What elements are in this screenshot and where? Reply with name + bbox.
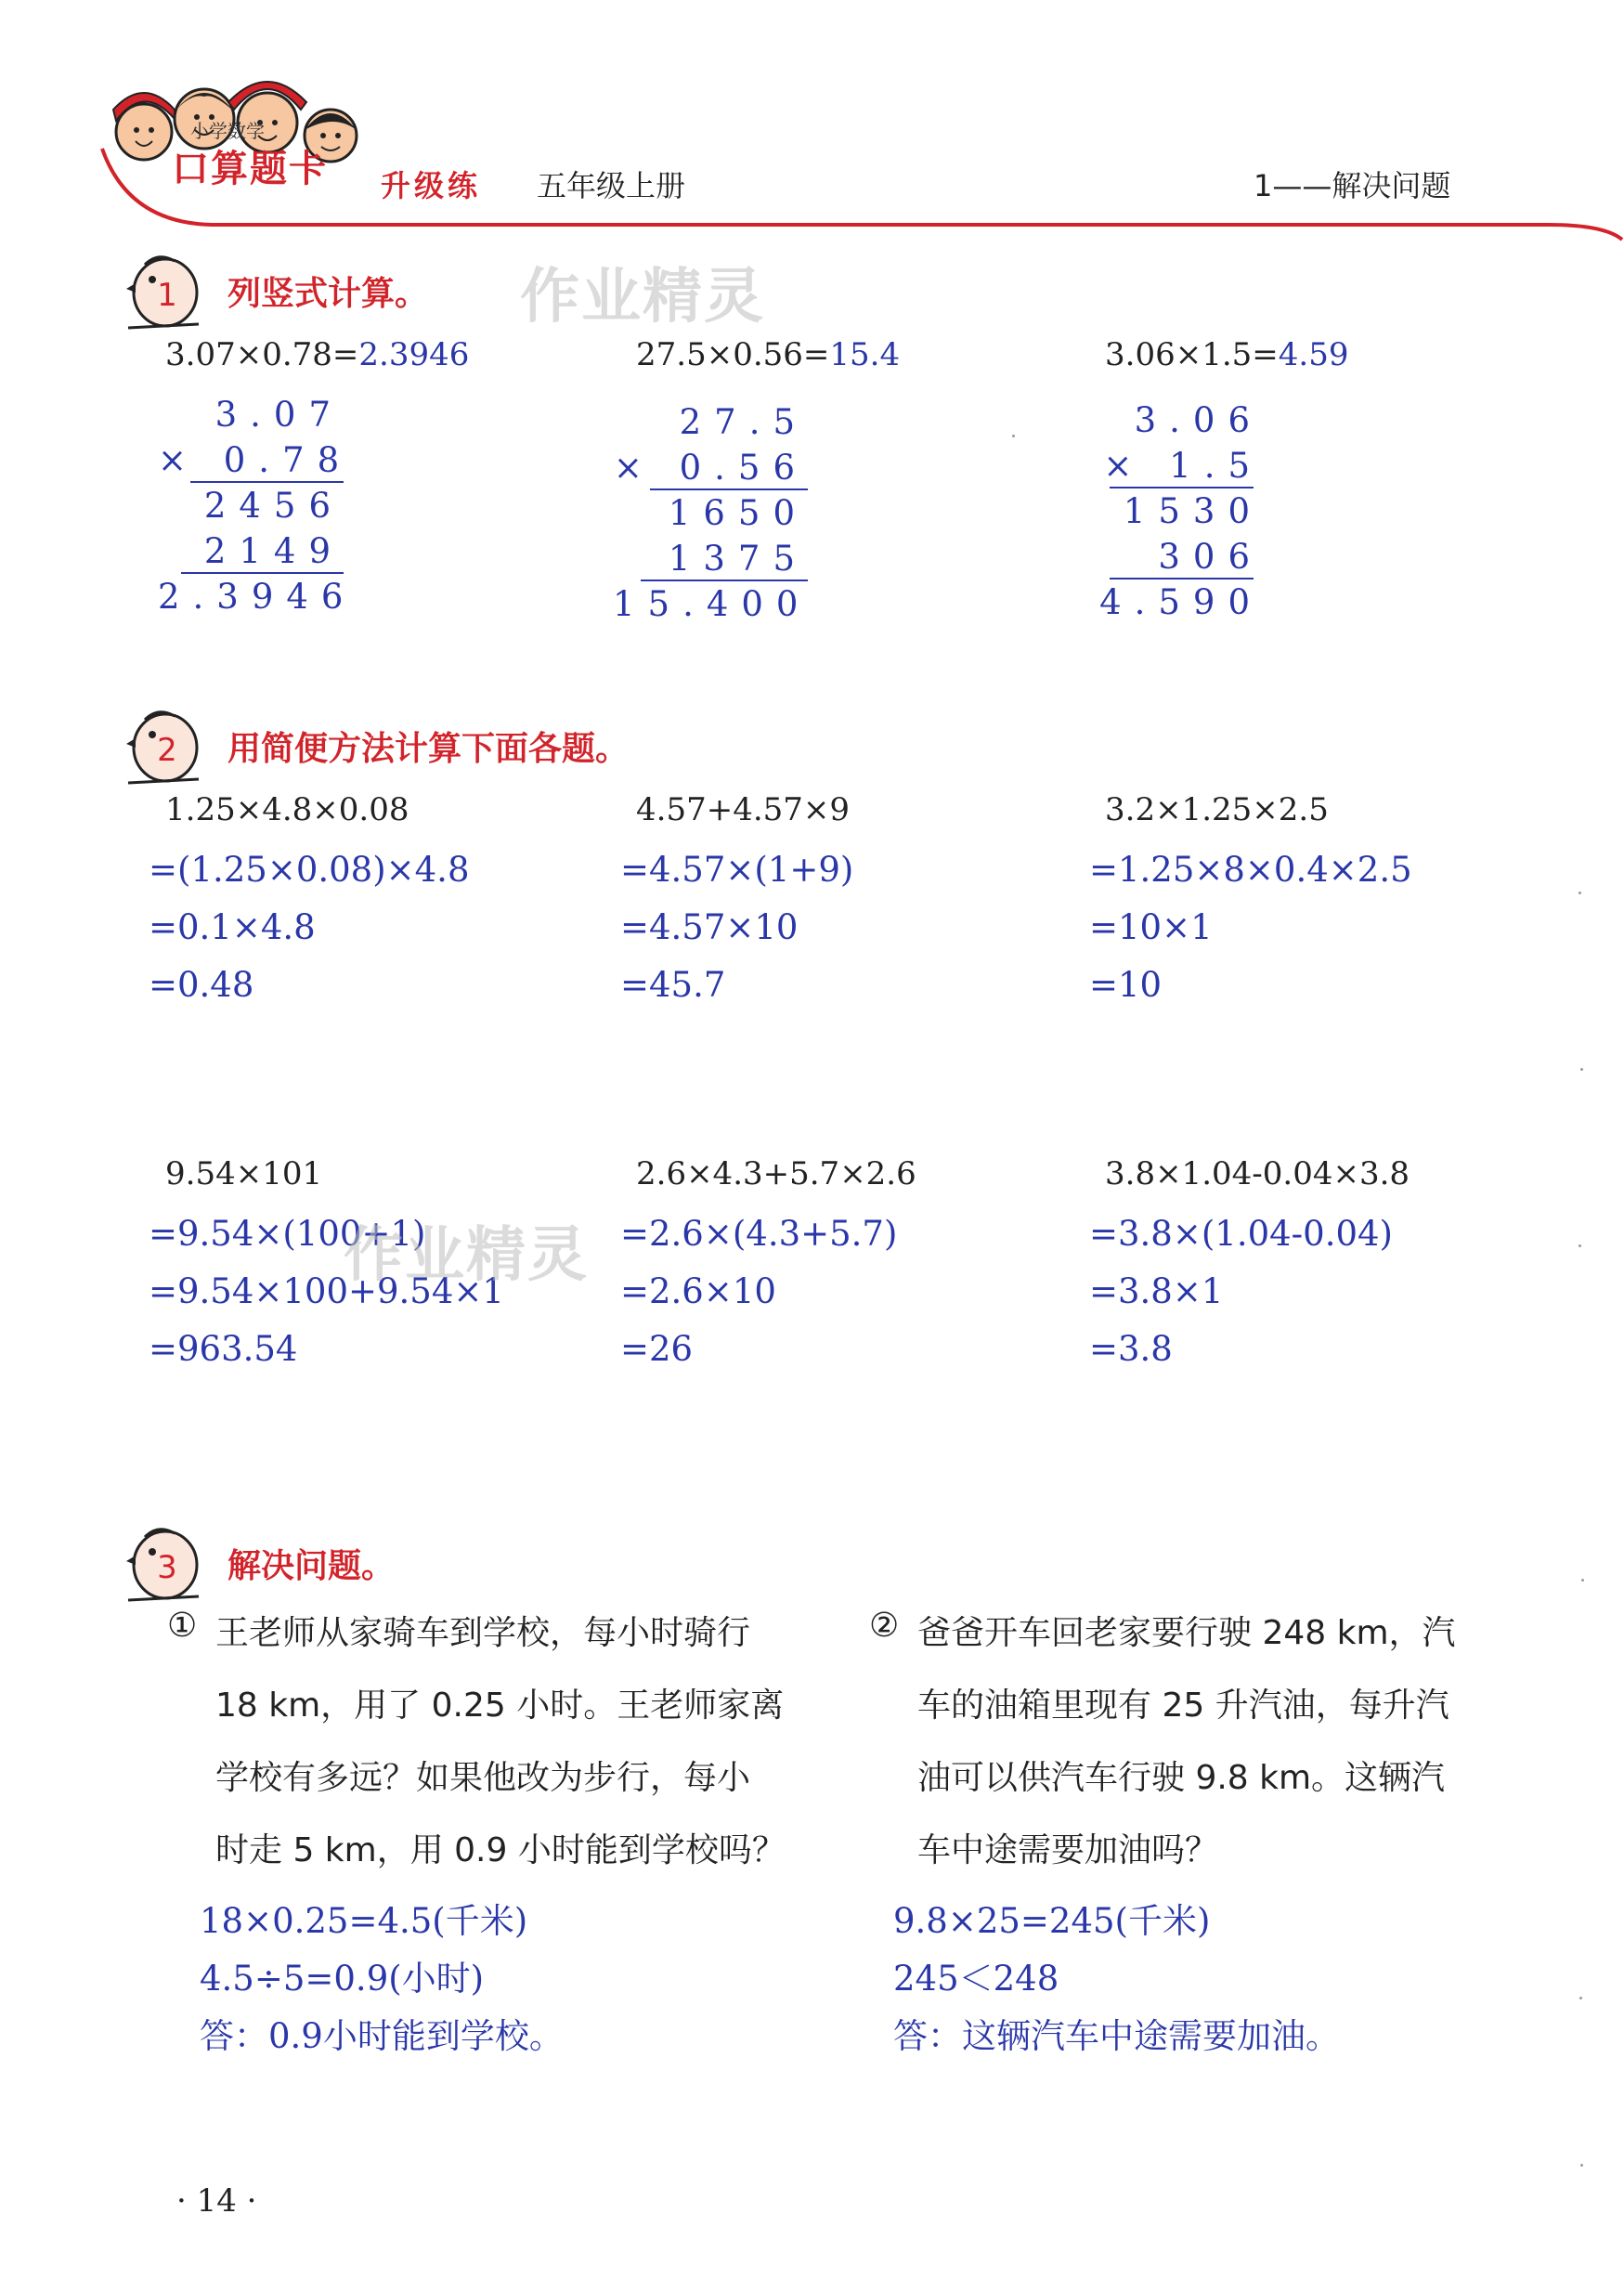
- section-title: 用简便方法计算下面各题。: [227, 730, 630, 768]
- vertical-calculation: 3.07 × 0.78 2456 2149 2.3946: [158, 395, 357, 617]
- problem-expression: 4.57+4.57×9: [636, 791, 851, 828]
- solution-step: =2.6×(4.3+5.7): [620, 1214, 898, 1254]
- section-title: 解决问题。: [227, 1547, 396, 1585]
- word-problem-marker: ②: [869, 1607, 900, 1645]
- speck: [1012, 435, 1015, 437]
- topic-label: 1——解决问题: [1254, 168, 1451, 203]
- watermark: 作业精灵: [344, 1221, 589, 1290]
- section-number: 3: [157, 1549, 177, 1586]
- answer: 15.4: [829, 336, 901, 373]
- series-label: 升级练: [381, 168, 482, 203]
- page-number: · 14 ·: [176, 2182, 257, 2220]
- word-problem-line: 王老师从家骑车到学校，每小时骑行: [215, 1614, 751, 1652]
- solution-answer: 答：这辆汽车中途需要加油。: [893, 2016, 1340, 2056]
- problem-expression: 27.5×0.56=15.4: [636, 336, 901, 373]
- solution-step: =0.1×4.8: [149, 907, 316, 947]
- solution-step: 4.5÷5=0.9(小时): [200, 1959, 485, 1999]
- solution-step: 18×0.25=4.5(千米): [200, 1901, 528, 1941]
- solution-step: =4.57×(1+9): [620, 850, 854, 890]
- logo-subtitle: 小学数学: [190, 120, 265, 142]
- word-problem-line: 车中途需要加油吗？: [917, 1831, 1219, 1869]
- solution-step: =963.54: [149, 1329, 298, 1369]
- solution-answer: 答：0.9小时能到学校。: [200, 2016, 564, 2056]
- grade-label: 五年级上册: [537, 168, 686, 203]
- word-problem-marker: ①: [167, 1607, 198, 1645]
- solution-step: =3.8: [1089, 1329, 1173, 1369]
- calc-rule: [190, 481, 344, 483]
- solution-step: =3.8×1: [1089, 1271, 1224, 1311]
- problem-expression: 1.25×4.8×0.08: [165, 791, 409, 828]
- calc-rule: [650, 488, 808, 490]
- solution-step: 9.8×25=245(千米): [893, 1901, 1211, 1941]
- word-problem-line: 18 km，用了 0.25 小时。王老师家离: [215, 1686, 785, 1725]
- word-problem-line: 时走 5 km，用 0.9 小时能到学校吗？: [215, 1831, 786, 1869]
- problem-expression: 3.8×1.04-0.04×3.8: [1105, 1155, 1410, 1192]
- bird-number-icon: [121, 701, 204, 790]
- section-title: 列竖式计算。: [227, 275, 429, 313]
- solution-step: =45.7: [620, 965, 726, 1005]
- speck: [1580, 2164, 1583, 2167]
- calc-rule: [181, 572, 344, 574]
- problem-expression: 3.06×1.5=4.59: [1105, 336, 1349, 373]
- speck: [1579, 1997, 1582, 1999]
- calc-rule: [641, 580, 808, 581]
- bird-number-icon: [121, 246, 204, 335]
- solution-step: =1.25×8×0.4×2.5: [1089, 850, 1412, 890]
- word-problem-line: 爸爸开车回老家要行驶 248 km，汽: [917, 1614, 1456, 1652]
- speck: [1581, 1579, 1584, 1582]
- speck: [1580, 1068, 1583, 1071]
- solution-step: =2.6×10: [620, 1271, 776, 1311]
- section-number: 1: [157, 277, 177, 314]
- solution-step: =10: [1089, 965, 1163, 1005]
- solution-step: =(1.25×0.08)×4.8: [149, 850, 470, 890]
- problem-expression: 2.6×4.3+5.7×2.6: [636, 1155, 916, 1192]
- problem-expression: 3.2×1.25×2.5: [1105, 791, 1329, 828]
- watermark: 作业精灵: [520, 263, 765, 332]
- vertical-calculation: 27.5 × 0.56 1650 1375 15.400: [613, 402, 812, 624]
- problem-expression: 9.54×101: [165, 1155, 323, 1192]
- calc-rule: [1110, 487, 1254, 488]
- answer: 4.59: [1278, 336, 1349, 373]
- solution-step: =3.8×(1.04-0.04): [1089, 1214, 1393, 1254]
- solution-step: =9.54×(100+1): [149, 1214, 426, 1254]
- calc-rule: [1110, 578, 1254, 580]
- word-problem-line: 油可以供汽车行驶 9.8 km。这辆汽: [917, 1759, 1446, 1797]
- bird-number-icon: [121, 1518, 204, 1608]
- solution-step: =10×1: [1089, 907, 1213, 947]
- vertical-calculation: 3.06 × 1.5 1530 306 4.590: [1099, 400, 1263, 622]
- logo-title: 口算题卡: [172, 148, 328, 190]
- section-number: 2: [157, 732, 177, 769]
- solution-step: =4.57×10: [620, 907, 799, 947]
- solution-step: =9.54×100+9.54×1: [149, 1271, 504, 1311]
- word-problem-line: 学校有多远？如果他改为步行，每小: [215, 1759, 751, 1797]
- speck: [1579, 892, 1581, 894]
- solution-step: =0.48: [149, 965, 254, 1005]
- word-problem-line: 车的油箱里现有 25 升汽油，每升汽: [917, 1686, 1449, 1725]
- problem-expression: 3.07×0.78=2.3946: [165, 336, 470, 373]
- speck: [1579, 1244, 1581, 1247]
- solution-step: =26: [620, 1329, 694, 1369]
- solution-step: 245＜248: [893, 1959, 1059, 1999]
- answer: 2.3946: [358, 336, 470, 373]
